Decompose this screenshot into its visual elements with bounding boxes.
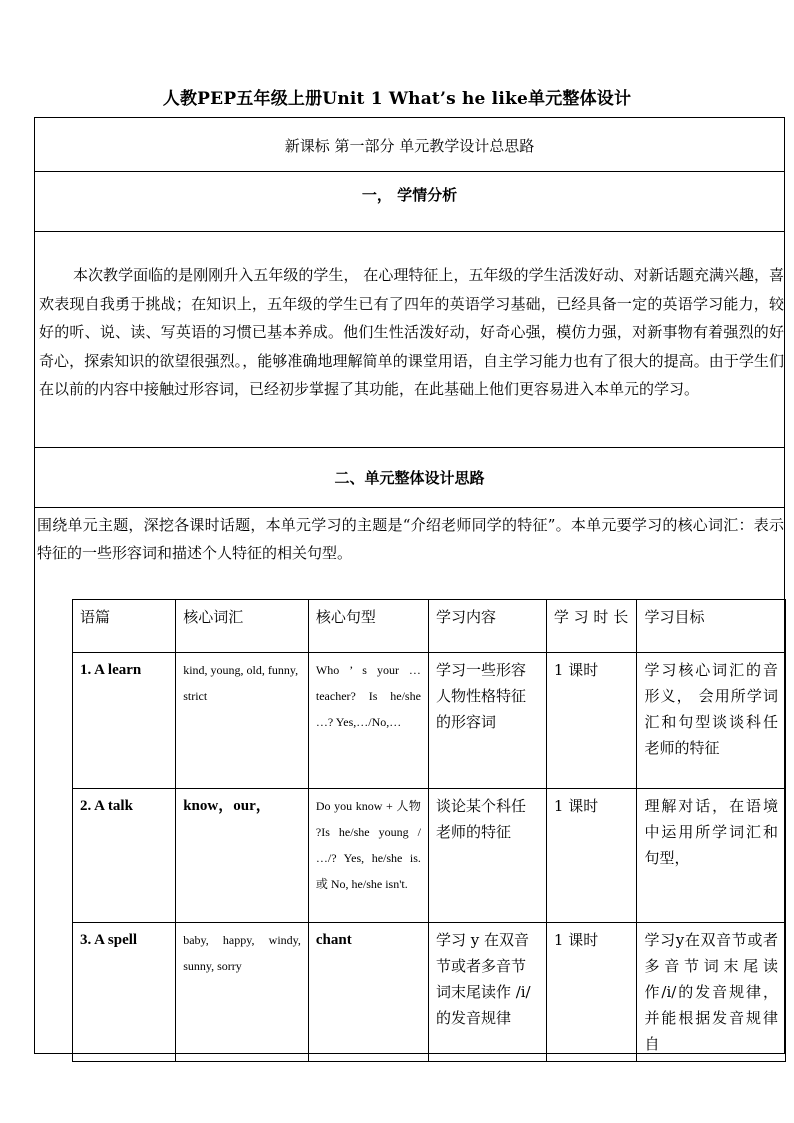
content-cell: 学习一些形容人物性格特征的形容词 bbox=[428, 653, 546, 789]
section2-heading: 二、单元整体设计思路 bbox=[334, 469, 485, 487]
unit-plan-table bbox=[72, 599, 786, 1062]
goal-cell: 理解对话，在语境中运用所学词汇和句型， bbox=[637, 789, 786, 923]
section2-paragraph: 围绕单元主题，深挖各课时话题，本单元学习的主题是“介绍老师同学的特征”。本单元要学习的核心词汇：表示特征的一些形容词和描述个人特征的相关句型。 bbox=[37, 516, 784, 562]
pattern-cell: Who ’ s your … teacher? Is he/she …? Yes,…/No,… bbox=[308, 653, 428, 789]
document-title: 人教PEP五年级上册Unit 1 What’s he like单元整体设计 bbox=[162, 89, 632, 109]
header-cell: 核心词汇 bbox=[176, 600, 309, 653]
duration-cell: 1 课时 bbox=[546, 923, 637, 1062]
pattern-cell: Do you know + 人物 ?Is he/she young / …/? Yes, he/she is. 或 No, he/she isn't. bbox=[308, 789, 428, 923]
lesson-cell: 3. A spell bbox=[73, 923, 176, 1062]
table-row bbox=[73, 789, 786, 923]
table-row bbox=[73, 923, 786, 1062]
vocab-cell: kind, young, old, funny, strict bbox=[176, 653, 309, 789]
divider bbox=[35, 171, 784, 172]
content-cell: 谈论某个科任老师的特征 bbox=[428, 789, 546, 923]
duration-cell: 1 课时 bbox=[546, 653, 637, 789]
section1-paragraph: 本次教学面临的是刚刚升入五年级的学生， 在心理特征上，五年级的学生活泼好动、对新话题充满兴趣，喜欢表现自我勇于挑战；在知识上，五年级的学生已有了四年的英语学习基础，已经具备一定的英语学习能力，较好的听、说、读、写英语的习惯已基本养成。他们生性活泼好动，好奇心强，模仿力强，对新事物有着强烈的好奇心，探索知识的欲望很强烈。，能够准确地理解简单的课堂用语，自主学习能力也有了很大的提高。由于学生们在以前的内容中接触过形容词，已经初步掌握了其功能，在此基础上他们更容易进入本单元的学习。 bbox=[39, 266, 784, 398]
divider bbox=[35, 507, 784, 508]
design-frame bbox=[34, 117, 785, 1054]
goal-cell: 学习核心词汇的音形义， 会用所学词汇和句型谈谈科任老师的特征 bbox=[637, 653, 786, 789]
subtitle: 新课标 第一部分 单元教学设计总思路 bbox=[284, 137, 535, 155]
vocab-cell: know，our， bbox=[176, 789, 309, 923]
section1-heading: 一， 学情分析 bbox=[361, 186, 458, 204]
goal-cell: 学习y在双音节或者多音节词末尾读作/i/的发音规律，并能根据发音规律自 bbox=[637, 923, 786, 1062]
duration-cell: 1 课时 bbox=[546, 789, 637, 923]
lesson-cell: 1. A learn bbox=[73, 653, 176, 789]
header-cell: 核心句型 bbox=[308, 600, 428, 653]
header-cell: 学习目标 bbox=[637, 600, 786, 653]
divider bbox=[35, 447, 784, 448]
vocab-cell: baby, happy, windy, sunny, sorry bbox=[176, 923, 309, 1062]
divider bbox=[35, 231, 784, 232]
header-cell: 学 习 时 长 bbox=[546, 600, 637, 653]
header-cell: 语篇 bbox=[73, 600, 176, 653]
pattern-cell: chant bbox=[308, 923, 428, 1062]
table-header-row bbox=[73, 600, 786, 653]
header-cell: 学习内容 bbox=[428, 600, 546, 653]
lesson-cell: 2. A talk bbox=[73, 789, 176, 923]
content-cell: 学习 y 在双音节或者多音节词末尾读作 /i/ 的发音规律 bbox=[428, 923, 546, 1062]
table-row bbox=[73, 653, 786, 789]
